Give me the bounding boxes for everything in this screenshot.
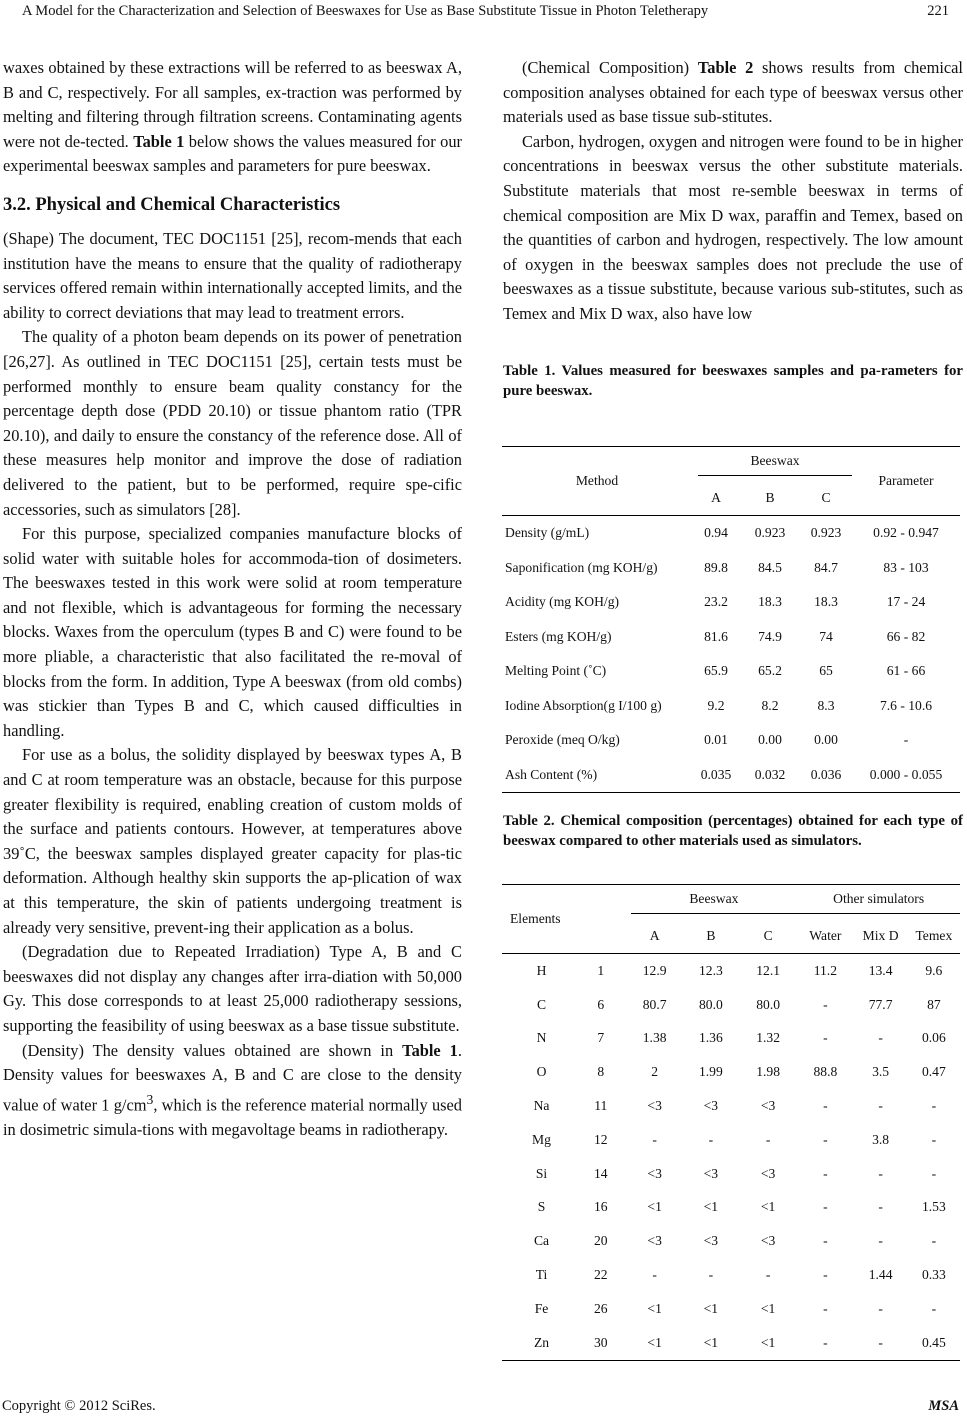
- paragraph: For use as a bolus, the solidity displayed by beeswax types A, B and C at room temperature was an obstacle, because for this purpose greater flexibility is required, enabling creation of custom molds of the surface and patients contours. However, at temperatures above 39˚C, the beeswax samples displayed greater capacity for plas-tic deformation. Although healthy skin supports the ap-plication of wax at this temperature, the skin of patients undergoing treatment is already very sensitive, prevent-ing their application as a bolus.: [3, 745, 462, 937]
- section-heading: 3.2. Physical and Chemical Characteristics: [3, 194, 341, 215]
- table1-header-c: C: [800, 481, 852, 516]
- paragraph: waxes obtained by these extractions will be referred to as beeswax A, B and C, respectively. For all samples, ex-traction was performed by melting and filtering through filtration screens. Contaminating agents were not de-tected. Table 1 below shows the values measured for our experimental beeswax samples and parameters for pure beeswax.: [3, 58, 462, 176]
- table1: [502, 446, 960, 793]
- paragraph: (Shape) The document, TEC DOC1151 [25], recom-mends that each institution have the means to ensure that the quality of radiotherapy services offered remain within internationally accepted limits, and the ability to correct deviations that may lead to treatment errors.: [3, 228, 462, 322]
- table1-header-parameter: Parameter: [852, 447, 960, 516]
- table1-header-beeswax: Beeswax: [698, 453, 852, 476]
- paragraph: (Degradation due to Repeated Irradiation) Type A, B and C beeswaxes did not display any changes after irra-diation with 50,000 Gy. This dose corresponds to at least 25,000 radiotherapy sessions, supporting the feasibility of using beeswax as a base tissue substitute.: [3, 942, 462, 1035]
- table-row: O 8 2 1.99 1.98 88.8 3.5 0.47: [536, 1064, 946, 1080]
- table2-header-elements: Elements: [502, 885, 627, 954]
- table-reference[interactable]: Table 1: [133, 131, 185, 151]
- table-row: Fe 26 <1 <1 <1 - - -: [534, 1300, 937, 1316]
- table-row: Iodine Absorption(g I/100 g) 9.2 8.2 8.3 7.6 - 10.6: [505, 697, 933, 713]
- table-reference[interactable]: Table 2: [697, 58, 754, 77]
- table2: [502, 884, 960, 1361]
- table-row: Ash Content (%) 0.035 0.032 0.036 0.000 - 0.055: [502, 758, 960, 793]
- table-row: Density (g/mL) 0.94 0.923 0.923 0.92 - 0.947: [505, 525, 939, 541]
- table-row: Acidity (mg KOH/g) 23.2 18.3 18.3 17 - 24: [505, 594, 926, 610]
- table2-header-beeswax: Beeswax: [631, 891, 798, 914]
- table2-header-b: B: [683, 919, 739, 954]
- paragraph: Carbon, hydrogen, oxygen and nitrogen were found to be in higher concentrations in beeswax versus the other substitute materials. Substitute materials that most re-semble beeswax in terms of chemical composition are Mix D wax, paraffin and Temex, based on the quantities of carbon and hydrogen, respectively. The low amount of oxygen in the beeswax samples does not preclude the use of beeswaxes as a tissue substitute, because various sub-stitutes, such as Temex and Mix D wax, also have low: [503, 131, 963, 323]
- table-row: N 7 1.38 1.36 1.32 - - 0.06: [536, 1030, 946, 1046]
- table-row: Ca 20 <3 <3 <3 - - -: [533, 1233, 937, 1249]
- table-row: Esters (mg KOH/g) 81.6 74.9 74 66 - 82: [505, 628, 926, 644]
- table2-header-a: A: [627, 919, 683, 954]
- table-row: C 6 80.7 80.0 80.0 - 77.7 87: [536, 996, 941, 1012]
- table2-caption: Table 2. Chemical composition (percentages) obtained for each type of beeswax compared to other materials used as simulators.: [503, 813, 963, 849]
- table1-header-method: Method: [502, 447, 692, 516]
- paragraph: (Density) The density values obtained are shown in Table 1. Density values for beeswaxes A, B and C are close to the density value of water 1 $g/cm^3$, which is the reference material normally used in dosimetric simula-tions with megavoltage beams in radiotherapy.: [3, 1040, 463, 1139]
- table2-header-water: Water: [797, 919, 853, 954]
- running-title: A Model for the Characterization and Selection of Beeswaxes for Use as Base Substitute Tissue in Photon Teletherapy: [22, 3, 709, 19]
- paragraph: For this purpose, specialized companies manufacture blocks of solid water with suitable holes for accommoda-tion of dosimeters. The beeswaxes tested in this work were solid at room temperature and not flexible, which is advantageous for forming the necessary blocks. Waxes from the operculum (types B and C) were found to be more pliable, a characteristic that also facilitated the re-moval of blocks from the form. In addition, Type A beeswax (from old combs) was stickier than Types B and C, which caused difficulties in handling.: [3, 524, 462, 740]
- table-row: H 1 12.9 12.3 12.1 11.2 13.4 9.6: [536, 962, 943, 978]
- table1-header-a: A: [692, 481, 740, 516]
- table-row: Peroxide (meq O/kg) 0.01 0.00 0.00 -: [505, 732, 909, 748]
- page-number: 221: [927, 3, 949, 19]
- table2-header-other-simulators: Other simulators: [797, 891, 960, 914]
- table2-body: [502, 954, 960, 1361]
- table1-caption: Table 1. Values measured for beeswaxes samples and pa-rameters for pure beeswax.: [503, 362, 963, 399]
- table2-header-temex: Temex: [908, 919, 960, 954]
- table-row: Ti 22 - - - - 1.44 0.33: [535, 1267, 946, 1283]
- paragraph: The quality of a photon beam depends on its power of penetration [26,27]. As outlined in TEC DOC1151 [25], certain tests must be performed monthly to ensure beam quality constancy for the percentage depth dose (PDD 20.10) or tissue phantom ratio (TPR 20.10), and daily to ensure the constancy of the reference dose. All of these measures help monitor and improve the dose of radiation delivered to the patient, but to be performed, require spe-cific accessories, such as simulators [28].: [3, 327, 462, 519]
- table2-header-mixd: Mix D: [853, 919, 907, 954]
- journal-abbrev: MSA: [928, 1398, 959, 1414]
- right-column: [503, 56, 963, 401]
- table-row: Si 14 <3 <3 <3 - - -: [535, 1165, 937, 1181]
- table-row: S 16 <1 <1 <1 - - 1.53: [537, 1199, 946, 1215]
- table1-header-b: B: [740, 481, 800, 516]
- table2-header-c: C: [739, 919, 797, 954]
- table-row: Melting Point (˚C) 65.9 65.2 65 61 - 66: [505, 663, 926, 679]
- left-column: [3, 56, 462, 1142]
- table-row: Na 11 <3 <3 <3 - - -: [533, 1098, 937, 1114]
- table-reference[interactable]: Table 1: [402, 1040, 458, 1060]
- running-head: [0, 0, 967, 22]
- paragraph: (Chemical Composition) Table 2 shows results from chemical composition analyses obtained for each type of beeswax versus other materials used as base tissue sub-stitutes.: [503, 58, 963, 127]
- table-row: Saponification (mg KOH/g) 89.8 84.5 84.7 83 - 103: [505, 559, 929, 575]
- copyright: Copyright © 2012 SciRes.: [2, 1398, 156, 1414]
- table-row: Mg 12 - - - - 3.8 -: [532, 1131, 937, 1147]
- table-row: Zn 30 <1 <1 <1 - - 0.45: [502, 1326, 960, 1360]
